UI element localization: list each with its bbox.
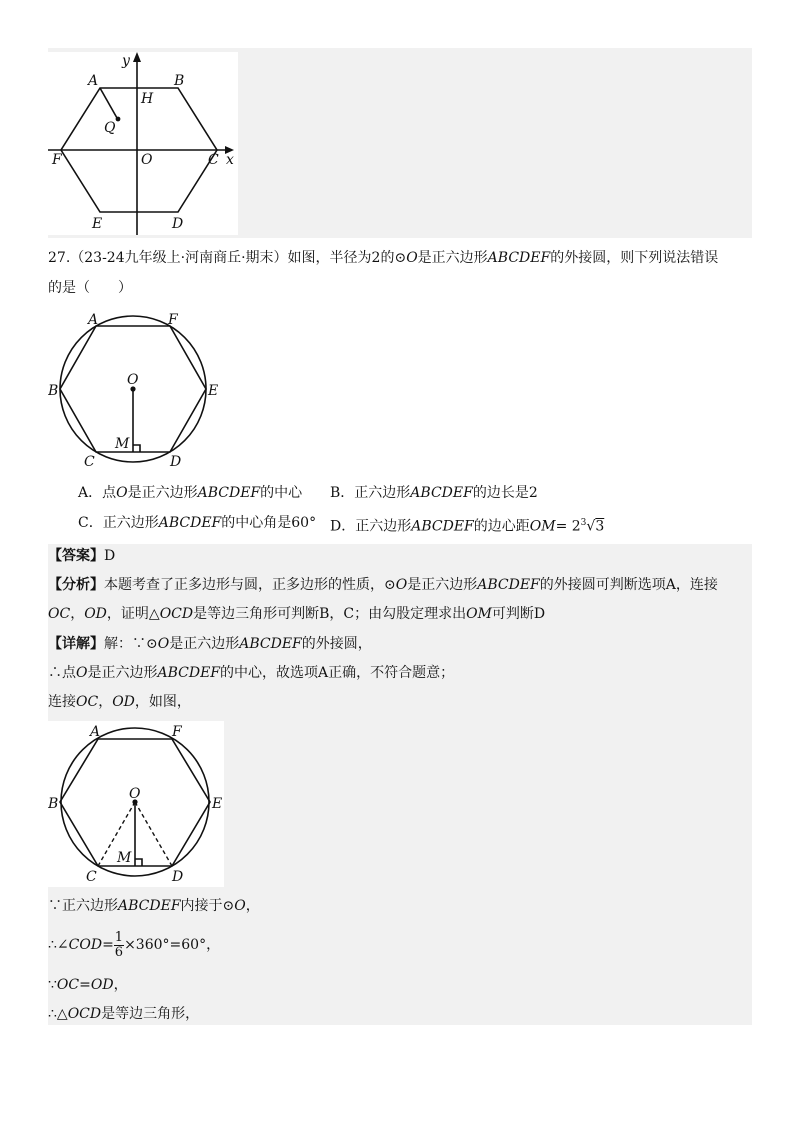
segment-aq (100, 88, 117, 118)
question-number: 27. (48, 250, 71, 266)
option-d[interactable]: D．正六边形ABCDEF的边心距$OM= 2^3√3$ (330, 518, 605, 535)
label-c: C (86, 869, 97, 885)
label-f: F (172, 724, 182, 740)
circle-symbol: ⊙ (394, 250, 407, 266)
figure-coordinate-hexagon (48, 52, 238, 235)
label-e: E (212, 796, 223, 812)
proof-line-4: ∴△OCD是等边三角形， (48, 1006, 200, 1022)
analysis-line-1: 【分析】本题考查了正多边形与圆，正多边形的性质，⊙O是正六边形ABCDEF的外接圆可判断选项A，连接 (48, 577, 718, 593)
detail-line-3: 连接OC，OD，如图， (48, 694, 191, 710)
analysis-label: 【分析】 (48, 577, 104, 593)
question-line-2: 的是（ ） (48, 280, 132, 296)
label-b: B (48, 796, 59, 812)
proof-line-1: ∵正六边形ABCDEF内接于⊙O， (48, 898, 260, 914)
label-f: F (52, 152, 62, 168)
label-d: D (170, 454, 182, 470)
root-index: 3 (580, 518, 587, 528)
label-h: H (141, 91, 154, 107)
label-a: A (88, 73, 99, 89)
radicand: 3 (595, 518, 605, 535)
radical-sign: √ (586, 518, 596, 535)
segment-od-dashed (135, 802, 172, 866)
label-a: A (88, 312, 99, 328)
label-o: O (141, 152, 153, 168)
label-o: O (129, 786, 141, 802)
label-y: y (122, 53, 130, 69)
right-angle-mark (135, 859, 142, 866)
right-angle-mark (133, 445, 140, 452)
hexagon-name: ABCDEF (487, 250, 551, 266)
answer-label: 【答案】 (48, 548, 104, 564)
fraction-one-sixth: $\frac{1}{6}$ (114, 929, 124, 960)
proof-line-3: ∵OC=OD， (48, 977, 128, 993)
label-b: B (174, 73, 185, 89)
label-d: D (172, 216, 184, 232)
y-axis-arrow (133, 52, 141, 62)
label-e: E (92, 216, 103, 232)
answer-value: D (104, 548, 116, 564)
detail-label: 【详解】 (48, 636, 104, 652)
option-b[interactable]: B．正六边形ABCDEF的边长是2 (330, 485, 538, 501)
label-o: O (127, 372, 139, 388)
option-c[interactable]: C．正六边形ABCDEF的中心角是60° (78, 515, 317, 531)
proof-line-2: ∴∠COD= $\frac{1}{6}$ ×360°=60°， (48, 929, 221, 960)
label-c: C (84, 454, 95, 470)
label-m: M (115, 436, 130, 452)
label-b: B (48, 383, 59, 399)
detail-line-2: ∴点O是正六边形ABCDEF的中心，故选项A正确，不符合题意； (48, 665, 455, 681)
label-e: E (208, 383, 219, 399)
analysis-line-2: OC，OD，证明△OCD是等边三角形可判断B，C；由勾股定理求出OM可判断D (48, 606, 546, 622)
label-a: A (90, 724, 101, 740)
label-q: Q (104, 120, 116, 136)
question-source: （23-24九年级上·河南商丘·期末） (70, 250, 288, 266)
label-c: C (208, 152, 219, 168)
figure-hexagon-triangle (48, 721, 224, 887)
label-d: D (172, 869, 184, 885)
option-a[interactable]: A．点O是正六边形ABCDEF的中心 (78, 485, 303, 501)
detail-line-1: 【详解】解：∵⊙O是正六边形ABCDEF的外接圆， (48, 636, 372, 652)
point-q-dot (116, 117, 121, 122)
label-x: x (226, 152, 234, 168)
label-m: M (117, 850, 132, 866)
answer-line (48, 546, 115, 566)
figure-inscribed-hexagon (48, 308, 228, 473)
question-line-1: 27.（23-24九年级上·河南商丘·期末）如图，半径为2的⊙O是正六边形ABCDEF的外接圆，则下列说法错误 (48, 250, 719, 266)
label-f: F (168, 312, 178, 328)
